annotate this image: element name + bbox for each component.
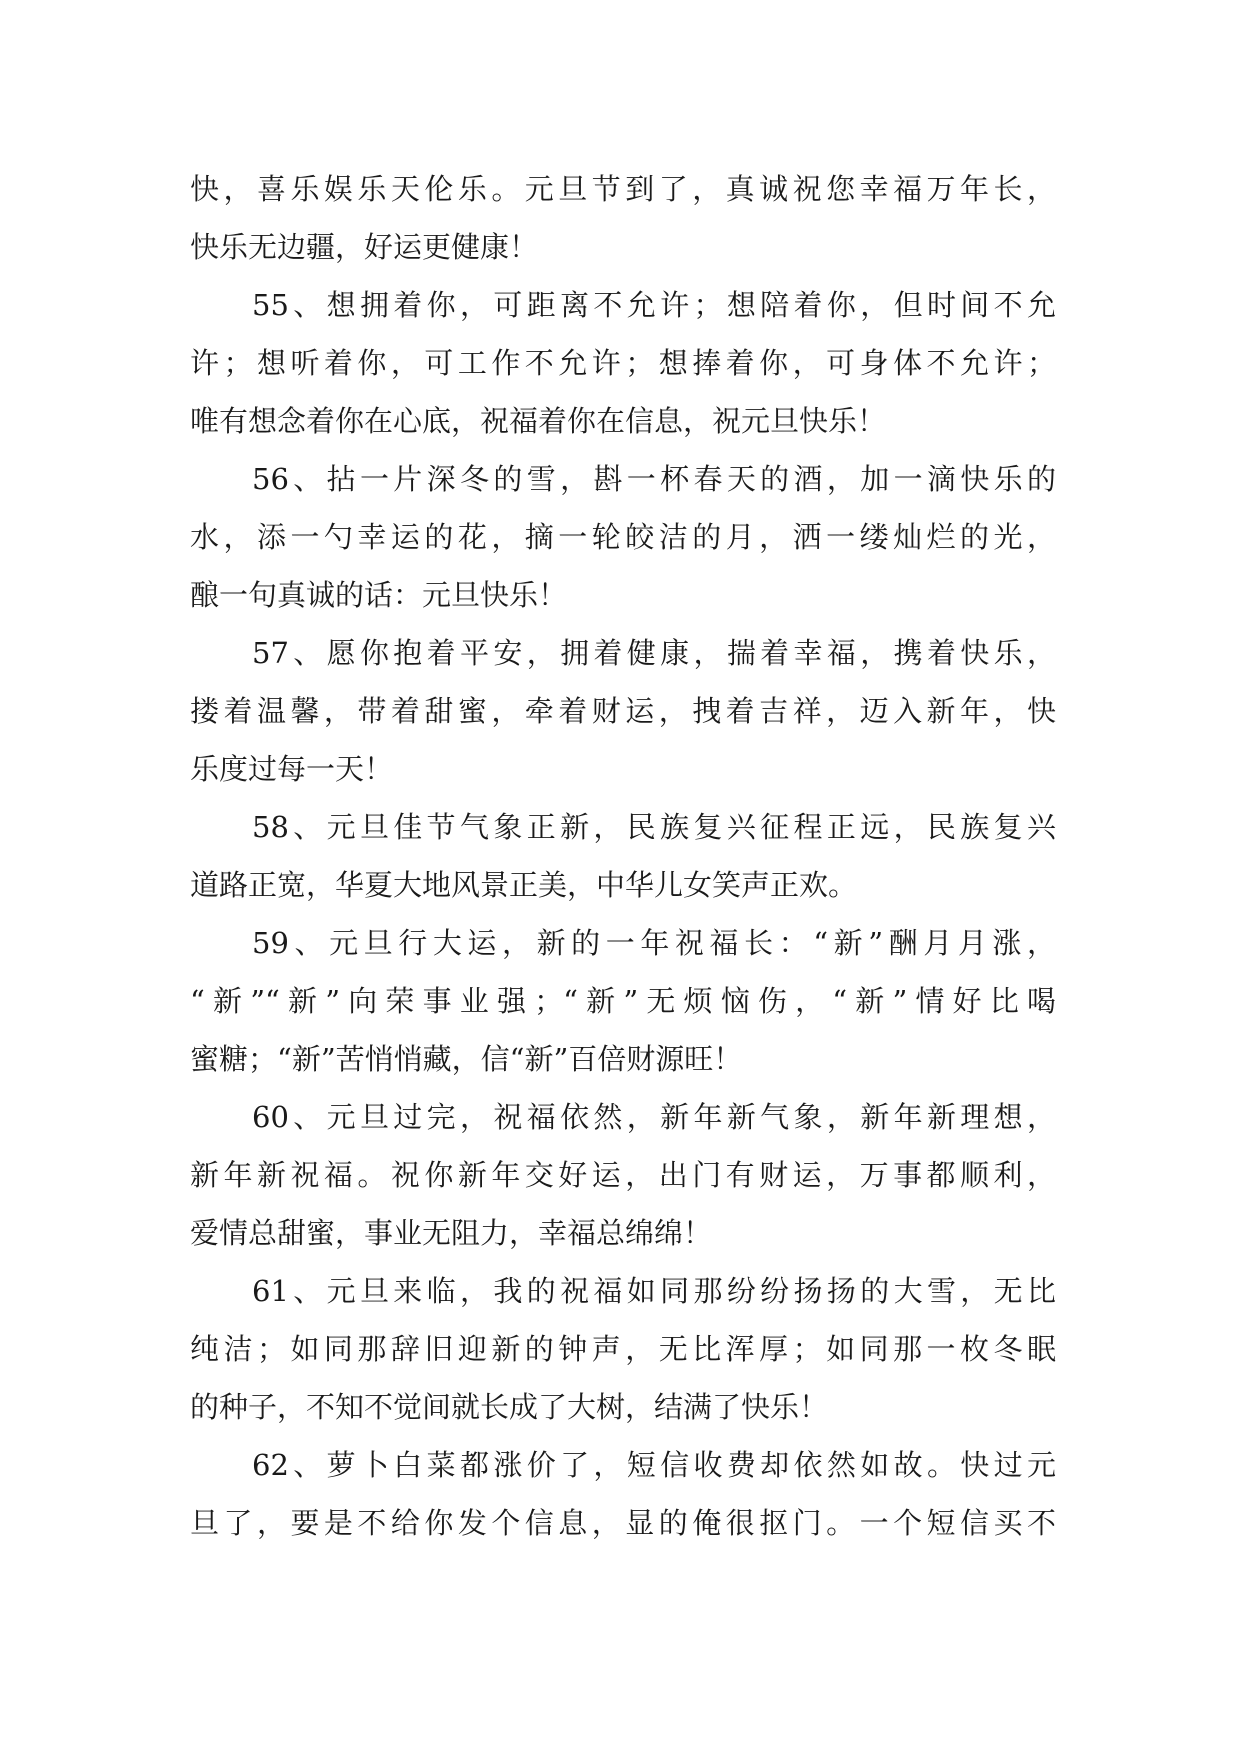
paragraph-55-start: 55、想拥着你，可距离不允许；想陪着你，但时间不允 xyxy=(252,288,1056,322)
text-line: 蜜糖；“新”苦悄悄藏，信“新”百倍财源旺！ xyxy=(190,1042,743,1076)
text-line: 爱情总甜蜜，事业无阻力，幸福总绵绵！ xyxy=(190,1216,713,1250)
paragraph-60-start: 60、元旦过完，祝福依然，新年新气象，新年新理想， xyxy=(252,1100,1056,1134)
text-line: 许；想听着你，可工作不允许；想捧着你，可身体不允许； xyxy=(190,346,1056,380)
text-line: 的种子，不知不觉间就长成了大树，结满了快乐！ xyxy=(190,1390,829,1424)
text-line: 旦了，要是不给你发个信息，显的俺很抠门。一个短信买不 xyxy=(190,1506,1056,1540)
paragraph-56-start: 56、拈一片深冬的雪，斟一杯春天的酒，加一滴快乐的 xyxy=(252,462,1056,496)
text-line: 乐度过每一天！ xyxy=(190,752,394,786)
document-body xyxy=(190,160,1056,1552)
text-line: “新”“新”向荣事业强；“新”无烦恼伤，“新”情好比喝 xyxy=(190,984,1056,1018)
paragraph-57-start: 57、愿你抱着平安，拥着健康，揣着幸福，携着快乐， xyxy=(252,636,1056,670)
text-line: 唯有想念着你在心底，祝福着你在信息，祝元旦快乐！ xyxy=(190,404,887,438)
paragraph-62-start: 62、萝卜白菜都涨价了，短信收费却依然如故。快过元 xyxy=(252,1448,1056,1482)
text-line: 快，喜乐娱乐天伦乐。元旦节到了，真诚祝您幸福万年长， xyxy=(190,172,1056,206)
text-line: 道路正宽，华夏大地风景正美，中华儿女笑声正欢。 xyxy=(190,868,858,902)
paragraph-61-start: 61、元旦来临，我的祝福如同那纷纷扬扬的大雪，无比 xyxy=(252,1274,1056,1308)
text-line: 酿一句真诚的话：元旦快乐！ xyxy=(190,578,568,612)
paragraph-58-start: 58、元旦佳节气象正新，民族复兴征程正远，民族复兴 xyxy=(252,810,1056,844)
text-line: 快乐无边疆，好运更健康！ xyxy=(190,230,539,264)
text-line: 新年新祝福。祝你新年交好运，出门有财运，万事都顺利， xyxy=(190,1158,1056,1192)
text-line: 纯洁；如同那辞旧迎新的钟声，无比浑厚；如同那一枚冬眠 xyxy=(190,1332,1056,1366)
text-line: 水，添一勺幸运的花，摘一轮皎洁的月，洒一缕灿烂的光， xyxy=(190,520,1056,554)
text-line: 搂着温馨，带着甜蜜，牵着财运，拽着吉祥，迈入新年，快 xyxy=(190,694,1056,728)
paragraph-59-start: 59、元旦行大运，新的一年祝福长：“新”酬月月涨， xyxy=(252,926,1056,960)
